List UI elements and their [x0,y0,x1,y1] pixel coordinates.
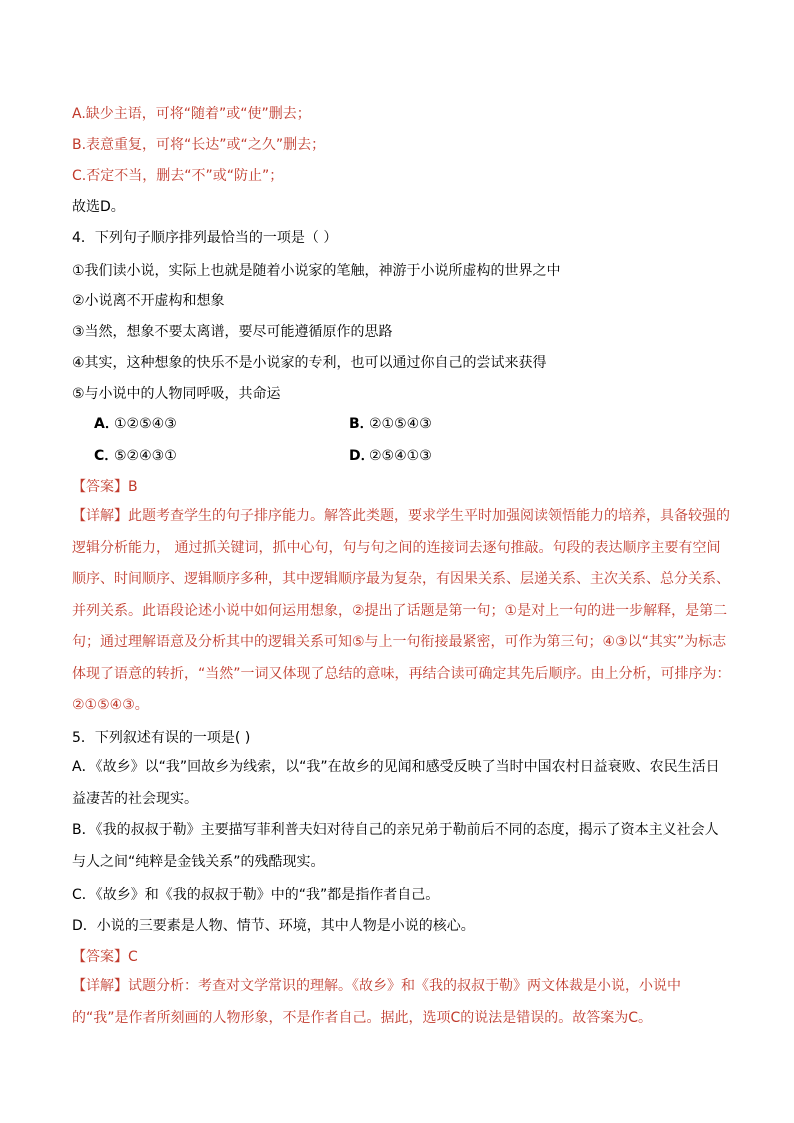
q4-answer: 【答案】B [72,479,138,495]
question-4-stem: 4．下列句子顺序排列最恰当的一项是（ ） [72,230,338,246]
question-5-stem: 5．下列叙述有误的一项是( ) [72,730,251,746]
q5-option-c: C．《故乡》和《我的叔叔于勒》中的“我”都是指作者自己。 [72,887,440,903]
q4-option-c-text: ⑤②④③① [114,448,177,464]
analysis-option-c: C.否定不当，删去“不”或“防止”； [72,168,284,184]
q4-option-d-text: ②⑤④①③ [369,448,432,464]
q5-option-a: A．《故乡》以“我”回故乡为线索，以“我”在故乡的见闻和感受反映了当时中国农村日益衰败、农民生活日益凄苦的社会现实。 [72,759,720,807]
q5-option-d: D．小说的三要素是人物、情节、环境，其中人物是小说的核心。 [72,918,475,934]
q5-option-b: B．《我的叔叔于勒》主要描写菲利普夫妇对待自己的亲兄弟于勒前后不同的态度，揭示了资本主义社会人与人之间“纯粹是金钱关系”的残酷现实。 [72,822,719,870]
q4-option-b-letter: B． [349,416,374,432]
q5-detail: 【详解】试题分析：考查对文学常识的理解。《故乡》和《我的叔叔于勒》两文体裁是小说，小说中的“我”是作者所刻画的人物形象，不是作者自己。据此，选项C的说法是错误的。故答案为C。 [72,978,681,1026]
q4-sentence-2: ②小说离不开虚构和想象 [72,293,225,309]
q4-option-c [94,447,177,465]
q4-sentence-5: ⑤与小说中的人物同呼吸，共命运 [72,386,281,402]
q4-option-b [349,415,432,433]
analysis-option-b: B.表意重复，可将“长达”或“之久”删去； [72,137,326,153]
analysis-option-a: A.缺少主语，可将“随着”或“使”删去； [72,106,311,122]
q4-option-d-letter: D． [349,448,375,464]
q4-option-a-text: ①②⑤④③ [114,416,177,432]
q5-answer: 【答案】C [72,949,138,965]
q4-sentence-3: ③当然，想象不要太离谱，要尽可能遵循原作的思路 [72,324,393,340]
q4-option-a [94,415,177,433]
q4-option-a-letter: A． [94,416,119,432]
q4-option-c-letter: C． [94,448,119,464]
q4-option-d [349,447,432,465]
q4-detail: 【详解】此题考查学生的句子排序能力。解答此类题，要求学生平时加强阅读领悟能力的培养，具备较强的逻辑分析能力， 通过抓关键词，抓中心句，句与句之间的连接词去逐句推敲。句段的表达顺序主要有空间顺序、时间顺序、逻辑顺序多种，其中逻辑顺序最为复杂，有因果关系、层递关系、主次关系、总分关系、并列关系。此语段论述小说中如何运用想象，②提出了话题是第一句；①是对上一句的进一步解释，是第二句；通过理解语意及分析其中的逻辑关系可知⑤与上一句衔接最紧密，可作为第三句；④③以“其实”为标志体现了语意的转折，“当然”一词又体现了总结的意味，再结合读可确定其先后顺序。由上分析，可排序为：②①⑤④③。 [72,508,731,713]
q4-sentence-4: ④其实，这种想象的快乐不是小说家的专利，也可以通过你自己的尝试来获得 [72,355,547,371]
q4-option-b-text: ②①⑤④③ [369,416,432,432]
analysis-conclusion: 故选D。 [72,199,125,215]
q4-sentence-1: ①我们读小说，实际上也就是随着小说家的笔触，神游于小说所虚构的世界之中 [72,263,561,279]
